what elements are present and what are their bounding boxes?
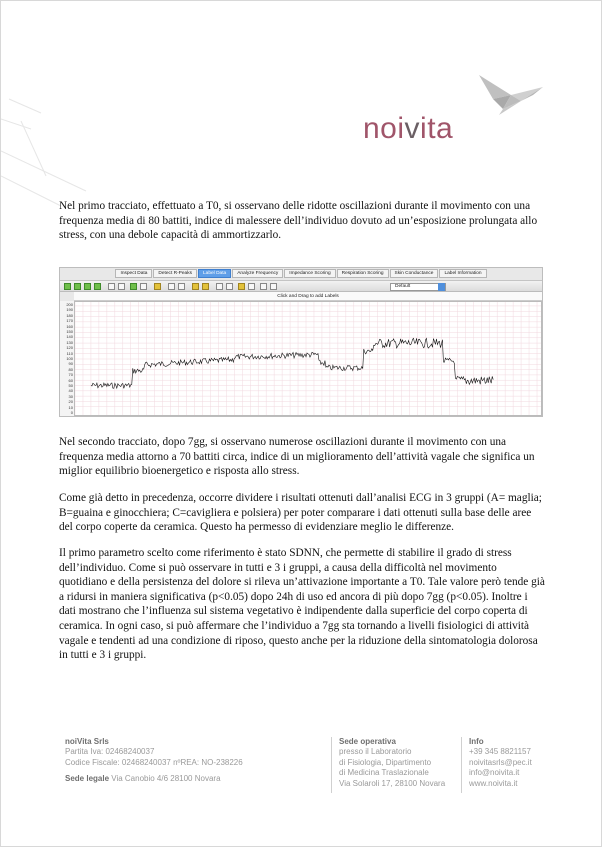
tab-label-information[interactable]: Label Information	[439, 269, 486, 278]
y-tick-label: 80	[68, 366, 73, 372]
help-icon[interactable]	[260, 283, 267, 290]
analysis-tabs	[60, 268, 542, 280]
chevron-down-icon	[438, 283, 445, 291]
footer-divider	[461, 737, 462, 793]
y-axis	[60, 301, 74, 416]
step-icon[interactable]	[94, 283, 101, 290]
paragraph-second-trace: Nel secondo tracciato, dopo 7gg, si osservano numerose oscillazioni durante il movimento con una frequenza media attorno a 70 battiti circa, indice di un miglioramento dell’attività vagale che significa un miglior equilibrio bioenergetico e risposta allo stress.	[59, 436, 535, 478]
ecg-software-screenshot	[59, 267, 543, 417]
y-tick-label: 120	[66, 345, 73, 351]
cut-icon[interactable]	[248, 283, 255, 290]
marker2-icon[interactable]	[238, 283, 245, 290]
toolbar	[60, 280, 542, 292]
tab-inspect-data[interactable]: Inspect Data	[115, 269, 152, 278]
play-icon[interactable]	[84, 283, 91, 290]
paragraph-groups: Come già detto in precedenza, occorre dividere i risultati ottenuti dall’analisi ECG in 3 gruppi (A= maglia; B=guaina e ginocchiera; C=cavigliera e polsiera) per poter comparare i dati ottenuti sulla base delle aree del corpo coperte da ceramica. Questo ha permesso di evidenziare meglio le differenze.	[59, 492, 542, 534]
y-tick-label: 10	[68, 404, 73, 410]
footer-divider	[331, 737, 332, 793]
y-tick-label: 170	[66, 318, 73, 324]
tab-respiration-scoring[interactable]: Respiration Scoring	[337, 269, 389, 278]
zoom-in-icon[interactable]	[108, 283, 115, 290]
marker-icon[interactable]	[154, 283, 161, 290]
noivita-logo	[361, 65, 551, 155]
trash-icon[interactable]	[270, 283, 277, 290]
pec-link[interactable]: noivitasrls@pec.it	[469, 757, 532, 767]
y-tick-label: 50	[68, 383, 73, 388]
back-icon[interactable]	[64, 283, 71, 290]
paragraph-sdnn: Il primo parametro scelto come riferimento è stato SDNN, che permette di stabilire il grado di stress dell’individuo. Come si può osservare in tutti e 3 i gruppi, a causa della difficoltà nel movimento quotidiano e della persistenza del dolore si rileva un’attivazione importante a T0. Tale valore però tende già a ridursi in maniera significativa (p<0.05) dopo 24h di uso ed ancora di più dopo 7gg (p<0.05). Inoltre i dati mostrano che l’influenza sul sistema vegetativo è indipendente dalla superficie del corpo coperta di ceramica. In ogni caso, si può affermare che l’individuo a 7gg sta tornando a livelli fisiologici di attività vagale e tendenti ad una condizione di riposo, questo anche per la riduzione della sintomatologia dolorosa in tutti e 3 i gruppi.	[59, 547, 545, 662]
label-click-bar[interactable]: Click and Drag to add Labels	[74, 292, 542, 301]
y-tick-label: 30	[68, 393, 73, 399]
y-tick-label: 200	[66, 302, 73, 307]
footer-operational-office: Sede operativa presso il Laboratorio di Fisiologia, Dipartimento di Medicina Traslazionale Via Solaroli 17, 28100 Novara	[339, 737, 446, 788]
y-tick-label: 100	[66, 356, 73, 361]
y-tick-label: 70	[68, 372, 73, 378]
footer-company: noiVita Srls Partita Iva: 02468240037 Codice Fiscale: 02468240037 nºREA: NO-238226 Sede legale Via Canobio 4/6 28100 Novara	[65, 737, 243, 784]
y-tick-label: 60	[68, 377, 73, 383]
y-tick-label: 130	[66, 339, 73, 345]
zoom-out-icon[interactable]	[118, 283, 125, 290]
tab-analyze-frequency[interactable]: Analyze Frequency	[232, 269, 283, 278]
bookmark-icon[interactable]	[202, 283, 209, 290]
heart-rate-plot[interactable]	[74, 301, 542, 416]
tab-skin-conductance[interactable]: Skin Conductance	[390, 269, 439, 278]
email-link[interactable]: info@noivita.it	[469, 768, 520, 778]
logo-wordmark: noivita	[363, 112, 454, 145]
tab-detect-r-peaks[interactable]: Detect R-Peaks	[153, 269, 197, 278]
footer-info: Info +39 345 8821157 noivitasrls@pec.it info@noivita.it www.noivita.it	[469, 737, 559, 789]
y-tick-label: 190	[66, 307, 73, 313]
grid-icon[interactable]	[226, 283, 233, 290]
cursor-icon[interactable]	[168, 283, 175, 290]
y-tick-label: 90	[68, 361, 73, 367]
heart-rate-trace	[91, 338, 493, 388]
y-tick-label: 140	[66, 334, 73, 340]
edit-icon[interactable]	[216, 283, 223, 290]
y-tick-label: 150	[66, 329, 73, 334]
y-tick-label: 110	[66, 350, 73, 356]
website-link[interactable]: www.noivita.it	[469, 778, 518, 788]
flag-icon[interactable]	[192, 283, 199, 290]
forward-icon[interactable]	[74, 283, 81, 290]
y-tick-label: 180	[66, 312, 73, 318]
tab-impedance-scoring[interactable]: Impedance Scoring	[284, 269, 335, 278]
y-tick-label: 40	[68, 388, 73, 394]
y-tick-label: 160	[66, 323, 73, 329]
y-tick-label: 20	[68, 399, 73, 405]
label-preset-select[interactable]: Default	[390, 283, 446, 291]
paragraph-first-trace: Nel primo tracciato, effettuato a T0, si osservano delle ridotte oscillazioni durante il movimento con una frequenza media di 80 battiti, indice di malessere dell’individuo dovuto ad un’esposizione prolungata allo stress, con una debole capacità di ammortizzarlo.	[59, 200, 538, 242]
tab-label-data[interactable]: Label Data	[198, 269, 231, 278]
select-icon[interactable]	[178, 283, 185, 290]
fit-icon[interactable]	[140, 283, 147, 290]
refresh-icon[interactable]	[130, 283, 137, 290]
y-tick-label: 0	[70, 410, 73, 415]
